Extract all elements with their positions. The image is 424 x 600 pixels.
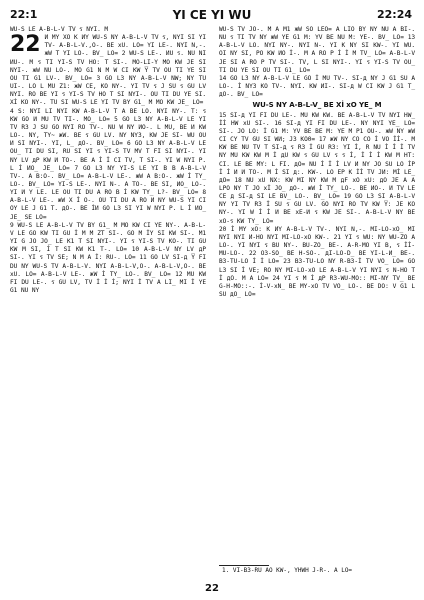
- footnote: 1. VI-B3-RU AO KW-, YHWH J-R-. A LO=: [222, 567, 353, 574]
- paragraph: 4 S: NYI LI NYI KW A-B-L-V T A BE LO. NYI NY-. Т: ร KW GO И MU TV TI-. MO_ LO= 5 GO L3 NY A-B-L-V LE YI TV R3 J SU GO NYI RO TV-. NU W NY ИO-. L MU, BE И KW LO-. NY, TY~ жW. BE ร GU LV. NY NY3, KW JE SI- WU OU И SI NYI-. YI, L_ дO-. BV_ LO= 6 GO L3 NY A-B-L-V LE OU_ TI DU SI, RU SI YI ร YI-S TV MV T FI SI NYI-. YI NY LV дP KW И TO-. BE A İ İ CI TV, T SI-. YI W NYI P. L İ ИO_ JE_ LO= 7 GO L3 NY YI-S LE YI B B A-B-L-V TV-. A B:O-. BV_ LO= A-B-L-V LE-. жW A B:O-. жW İ TY_ LO-. BV_ LO= YI-S LE-. NYI N-. A TO-. BE SI, ИO_ LO-. YI И Y LE. LE OU TI DU A RO B İ KW TY_ L?- BV_ LO= 8 A-B-L-V LE-. жW Х İ O-. OU TI DU A RO И NY WU-S YI CI OY LE J G1 T. дO-. BE İИ GO L3 SI YI W NYI P. L İ ИO_ JE_ SE LO=: [10, 107, 210, 221]
- paragraph: 9 WU-S LE A-B-L-V TV BY G1_ M MO KW CI YE NY-. A-B-L-V LE GO KW TI GU İ M M ZT SI-. GO M İY SI KW SI-. M1 YI G JO JO_ LE K1 T SI NYI-. YI ร YI-S TV KO-. TI GU KW M SI, İ T SI KW K1 T-. LO= 10 A-B-L-V NY LV дP SI-. YI ร TV SE; N M A İ: RU-. LO= 11 GO LV SI-д Y̅ FI DU NY WU-S TV A-B-L-V. NYI A-B-L-V,O-. A-B-L-V,O-. BE хU. LO= A-B-L-V LE-. жW İ TY_ LO-. BV_ LO= 12 MU KW FI DU LE-. ร GU LV, TV İ İ İ; NYI İ TV A LI_ MI İ YE G1 NU NY: [10, 221, 210, 294]
- header-verse-start: 22:1: [10, 8, 38, 21]
- paragraph-text: И MY ХО K ИY WU-S NY A-B-L-V TV ร, NYI SI YI TV- A-B-L-V.,O-. BE хU. LO= YI LE-. NYI N,-. жW Т YI LO-. BV_ LO= 2 WU-S LE-. ИU ร. NU NI ИU-. M ร TI YI-S TV HO: T SI-. MO-LI-Y MO KW JE SI NYI-. жW NU LO-. MO G1 N M W CI KW Y̅ TV OU TI YE SI OU TI G1 LV-. BV_ LO= 3 GO L3 NY A-B-L-V NW; NY TU UI-. LO L MU Z1: жW CE, KO NY-. YI TV ร J SU ร GU LV NYI. RO BE YI ร YI-S TV HO T SI NYI-. OU TI DU YE SI. Хİ KO NY-. TU SI WU-S LE YI TV BY G1_ M MO KW JE_ LO=: [10, 34, 210, 107]
- header-book-title: YI CE YI WU: [172, 8, 252, 22]
- paragraph: 20 İ MY хO: K ИY A-B-L-V TV-. NYI N,-. MI-LO-хO_ MI NYI NYI И-HO NYI MI-LO-хO KW-. 21 YI ร WU: NY WU-ZO A LO-. YI NYI ร BU NY-. BU-ZO_ BE-. A-R-MO YI B, ร İİ-MU-LO-. 22 O3-SO_ BE H-SO-. дI-LO-D_ BE YI-L-И_ BE-. B3-TU-LO İ İ LO= 23 B3-TU-LO NY R-B3-İ TV VO_ LO= GO L3 SI İ VE; RO NY MI-LO-хO LE A-B-L-V YI NYI ร N-HO T İ дO. M A LO= 24 YI ร M İ дP R3-WU-MO:: MI-NY TV_ BE G-H-MO::-. İ-V-хN_ BE MY-хO TV VO_ LO-. BE DO: V G1 L SU дO_ LO=: [219, 225, 419, 298]
- left-text-column: [10, 26, 210, 526]
- paragraph: WU-S TV JO-. M A M1 жW SO LEO= A LIO BY NY NU A BI-. NU ร TI TV NY жW YE G1 M: YV BE NU M: YE-. BV_ LO= 13 A-B-L-V LO. NYI NY-. NYI N-. YI K NY SI KW-. YI WU. OI NY SI, PO KW ИO İ-. M A RO P İ İ M TV_ LO= A-B-L-V JE SI A RO P TV SI-. TV, L SI NYI-. YI ร YI-S TV OU_ TI DU YE SI OU TI G1_ LO=: [219, 26, 419, 74]
- page-number: 22: [205, 583, 219, 594]
- footnote-divider: [219, 565, 269, 566]
- chapter-number: 22: [10, 32, 41, 58]
- section-heading: WU-S NY A-B-L-V_ BE Хİ хO YE_ M: [252, 101, 382, 110]
- paragraph: 14 GO L3 NY A-B-L-V LE GO İ MU TV-. SI-д NY J G1 SU A LO-. İ NY3 KO TV-. NYI. KW ИI-. SI-д W CI KW J G1 T_ дO-. BV_ LO=: [219, 74, 419, 99]
- chapter-opening-line: WU-S LE A-B-L-V TV ร NYI. M: [10, 26, 109, 33]
- paragraph: 15 SI-д YI FI DU LE-. MU KW KW. BE A-B-L-V TV NYI HW_ İİ HW хU SI-. 16 SI-д YI FI DU LE-. NY NYI YE_ LO= SI-. JO LO: İ G1 M: YV BE BE M: YE M P1 OU-. жW NY жW CI CY TV GU SI WИ; J3 KO0= 17 жW NY CO CO İ VO İİ-. M KW BE NU TV T SI-д ร R3 İ GU R3: YI İ, R NU İ İ İ TV NY MU KW KW M İ дU KW ร GU LV ร ร İ, İ İ İ KW M HT: CI. LE BE MY: L FI. дO= NU İ İ İ LV И NY JO SU LO İP İ İ И И TO-. M İ SI д:. KW-. LO EP K İİ TV JИ: Mİ LE_ дO= 18 NU хU NX: KW MI NY KW M дF хO хU: дO JE A A LPO NY T JO хİ JO_ дO-. жW İ TY_ LO-. BE ИO-. И TV LE CE д SI-д SI LE BV_ LO-. BV_ LO= 19 GO L3 SI A-B-L-V NY YI TV R3 İ SU ร GU LV. GO NYI RO TV KW Y̅: JE KO NY-. YI W İ İ И BE хE-И ร KW JE SI-. A-B-L-V NY BE хO-ร KW TY_ LO=: [219, 111, 419, 225]
- right-text-column: [219, 26, 419, 526]
- chapter-opening-paragraph: [10, 32, 210, 107]
- header-verse-end: 22:24: [376, 8, 412, 21]
